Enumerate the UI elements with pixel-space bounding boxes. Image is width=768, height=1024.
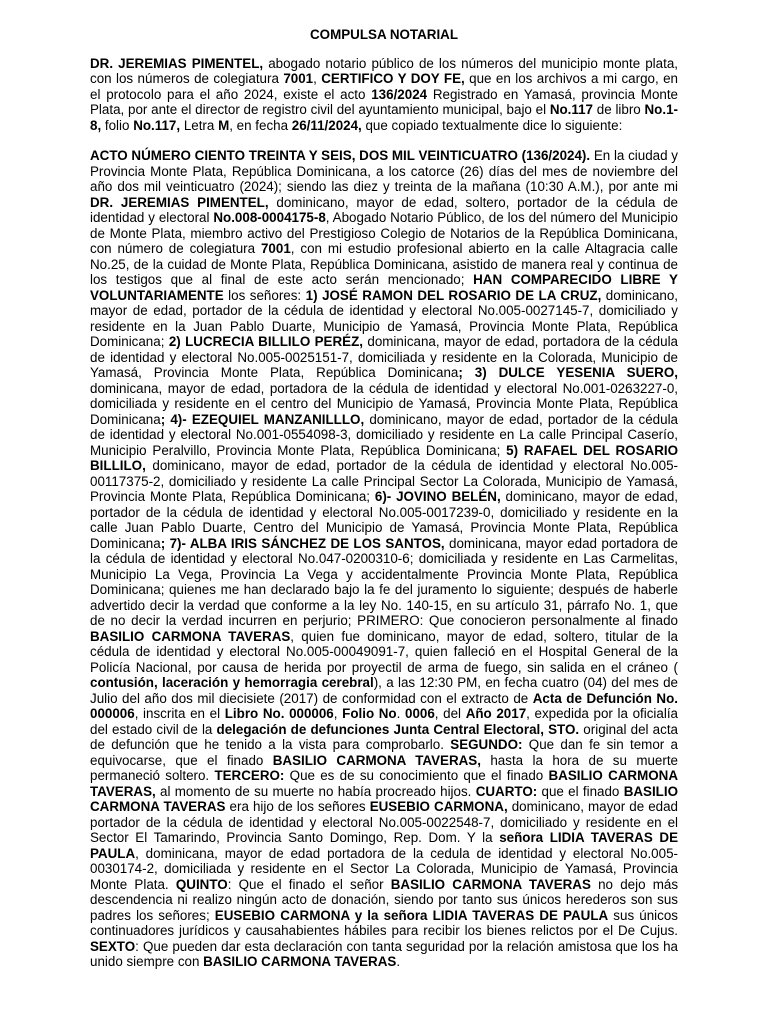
bold-text-segment: señora LIDIA TAVERAS DE PAULA xyxy=(90,830,678,861)
text-segment: no dejo más descendencia ni realizo ningún acto de donación, siendo por tanto sus únicos herederos son sus padres los señores; xyxy=(90,876,679,923)
text-segment: que en los archivos a mi cargo, en el protocolo para el año 2024, existe el acto xyxy=(90,71,678,102)
bold-text-segment: No.117 xyxy=(549,102,594,117)
text-segment: . xyxy=(396,706,405,721)
act-paragraph xyxy=(90,148,678,970)
document-title: COMPULSA NOTARIAL xyxy=(309,27,459,42)
bold-text-segment: BASILIO CARMONA TAVERAS xyxy=(90,628,291,644)
bold-text-segment: HAN COMPARECIDO LIBRE Y VOLUNTARIAMENTE xyxy=(90,272,678,303)
bold-text-segment: ; 4)- EZEQUIEL MANZANILLLO, xyxy=(160,411,365,427)
text-segment: ), a las 12:30 PM, en fecha cuatro (04) del mes de Julio del año dos mil diecisiete (2017) de conformidad con el extracto de xyxy=(90,675,678,706)
bold-text-segment: delegación de defunciones Junta Central Electoral, STO. xyxy=(216,721,580,737)
text-segment: al momento de su muerte no había procreado hijos. xyxy=(155,783,476,799)
text-segment: que el finado xyxy=(537,783,624,799)
text-segment: , xyxy=(333,706,343,721)
bold-text-segment: SEGUNDO: xyxy=(450,737,523,752)
text-segment: dominicano, mayor de edad, portador de la cédula de identidad y electoral No.005-0017239-0, domiciliado y residente en la calle Juan Pablo Duarte, Centro del Municipio de Yamasá, Provincia Monte Plata, República Dominicana xyxy=(90,489,678,551)
bold-text-segment: 136/2024 xyxy=(371,86,428,102)
text-segment: dominicano, mayor de edad, soltero, portador de la cédula de identidad y electoral xyxy=(90,194,678,225)
bold-text-segment: SEXTO xyxy=(90,938,136,954)
bold-text-segment: TERCERO: xyxy=(214,768,285,783)
text-segment: dominicano, mayor de edad, portador de la cédula de identidad y electoral No.001-0554098-3, domiciliado y residente en La calle Principal Caserío, Municipio Peralvillo, Provincia Monte Plata, República Dominicana; xyxy=(90,411,678,458)
bold-text-segment: BASILIO CARMONA TAVERAS xyxy=(390,876,591,892)
text-segment: , en fecha xyxy=(229,117,292,133)
bold-text-segment: 1) JOSÉ RAMON DEL ROSARIO DE LA CRUZ, xyxy=(305,287,602,303)
text-segment: hasta la hora de su muerte permaneció soltero. xyxy=(90,752,678,783)
bold-text-segment: EUSEBIO CARMONA y la señora LIDIA TAVERAS DE PAULA xyxy=(214,907,609,923)
bold-text-segment: No.008-0004175-8 xyxy=(213,210,326,225)
bold-text-segment: BASILIO CARMONA TAVERAS, xyxy=(90,768,679,799)
bold-text-segment: BASILIO CARMONA TAVERAS xyxy=(203,954,397,969)
text-segment: era hijo de los señores xyxy=(225,799,370,814)
text-segment: , Abogado Notario Público, de los del número del Municipio de Monte Plata, miembro activo del Prestigioso Colegio de Notarios de la República Dominicana, con número de colegiatura xyxy=(90,210,678,256)
bold-text-segment: DR. JEREMIAS PIMENTEL, xyxy=(90,194,269,210)
bold-text-segment: 26/11/2024, xyxy=(291,117,362,133)
bold-text-segment: CUARTO: xyxy=(475,783,538,799)
bold-text-segment: QUINTO xyxy=(175,876,228,892)
text-segment: , dominicana, mayor de edad portadora de la cedula de identidad y electoral No.005-0030174-2, domiciliada y residente en el Sector La Colorada, Municipio de Yamasá, Provincia Monte Plata. xyxy=(90,845,678,892)
text-segment: folio xyxy=(101,117,134,133)
text-segment: Registrado en Yamasá, provincia Monte Plata, por ante el director de registro civil del ayuntamiento municipal, bajo el xyxy=(90,86,679,117)
bold-text-segment: ; 3) DULCE YESENIA SUERO, xyxy=(458,365,678,380)
text-segment: dominicana, mayor de edad, portadora de la cédula de identidad y electoral No.005-0025151-7, domiciliada y residente en la Colorada, Municipio de Yamasá, Provincia Monte Plata, República Dominicana xyxy=(90,334,678,380)
bold-text-segment: 7001 xyxy=(283,71,314,86)
bold-text-segment: 6)- JOVINO BELÉN, xyxy=(374,489,501,504)
bold-text-segment: Año 2017 xyxy=(465,706,527,721)
text-segment: : Que pueden dar esta declaración con tanta seguridad por la relación amistosa que los ha unido siempre con xyxy=(90,938,678,969)
bold-text-segment: BASILIO CARMONA TAVERAS xyxy=(90,783,678,814)
bold-text-segment: 0006 xyxy=(405,706,435,721)
text-segment: abogado notario público de los números del municipio monte plata, con los números de colegiatura xyxy=(90,55,678,86)
bold-text-segment: Acta de Defunción No. 000006 xyxy=(90,690,678,721)
text-segment: En la ciudad y Provincia Monte Plata, República Dominicana, a los catorce (26) días del mes de noviembre del año dos mil veinticuatro (2024); siendo las diez y treinta de la mañana (10:30 A.M.), por ante mi xyxy=(90,148,678,194)
text-segment: Que dan fe sin temor a equivocarse, que el finado xyxy=(90,737,679,768)
bold-text-segment: No.1-8, xyxy=(90,102,678,133)
text-segment: , inscrita en el xyxy=(134,706,225,721)
text-segment: los señores: xyxy=(223,287,306,303)
text-segment: , xyxy=(313,71,322,86)
bold-text-segment: Libro No. 000006 xyxy=(224,706,334,721)
text-segment: . xyxy=(396,954,401,969)
bold-text-segment: CERTIFICO Y DOY FE, xyxy=(321,71,465,86)
text-segment: que copiado textualmente dice lo siguiente: xyxy=(361,117,623,133)
bold-text-segment: ACTO NÚMERO CIENTO TREINTA Y SEIS, DOS MIL VEINTICUATRO (136/2024). xyxy=(90,148,591,163)
bold-text-segment: DR. JEREMIAS PIMENTEL, xyxy=(90,55,264,71)
text-segment: dominicano, mayor de edad portador de la cédula de identidad y electoral No.005-0022548-7, domiciliado y residente en el Sector El Tamarindo, Provincia Santo Domingo, Rep. Dom. Y la xyxy=(90,799,678,845)
text-segment: , del xyxy=(434,706,466,721)
bold-text-segment: 2) LUCRECIA BILLILO PERÉZ, xyxy=(168,334,363,349)
intro-paragraph xyxy=(90,56,678,134)
text-segment: Letra xyxy=(180,117,219,133)
bold-text-segment: 5) RAFAEL DEL ROSARIO BILLILO, xyxy=(90,442,678,473)
text-segment: , con mi estudio profesional abierto en la calle Altagracia calle No.25, de la cuidad de Monte Plata, República Dominicana, asistido de manera real y continua de los testigos que al final de este acto serán mencionado; xyxy=(90,241,678,287)
bold-text-segment: M xyxy=(218,117,230,133)
text-segment: sus únicos continuadores jurídicos y causahabientes hábiles para recibir los bienes relictos por el De Cujus. xyxy=(90,907,678,938)
bold-text-segment: BASILIO CARMONA TAVERAS, xyxy=(272,752,481,768)
bold-text-segment: EUSEBIO CARMONA, xyxy=(369,799,508,814)
text-segment: de libro xyxy=(593,102,645,117)
text-segment: : Que el finado el señor xyxy=(227,876,391,892)
bold-text-segment: No.117, xyxy=(133,117,181,133)
text-segment: dominicana, mayor edad portadora de la cédula de identidad y electoral No.047-0200310-6; domiciliada y residente en Las Carmelitas, Municipio La Vega, Provincia La Vega y accidentalmente Provincia Monte Plata, República Dominicana; quienes me han declarado bajo la fe del juramento lo siguiente; después de haberle advertido decir la verdad que conforme a la ley No. 140-15, en su artículo 31, párrafo No. 1, que de no decir la verdad incurren en perjurio; PRIMERO: Que conocieron personalmente al finado xyxy=(90,535,678,628)
bold-text-segment: ; 7)- ALBA IRIS SÁNCHEZ DE LOS SANTOS, xyxy=(160,535,445,551)
text-segment: Que es de su conocimiento que el finado xyxy=(284,768,549,783)
text-segment: dominicano, mayor de edad, portador de la cédula de identidad y electoral No.005-00117375-2, domiciliado y residente La calle Principal Sector La Colorada, Municipio de Yamasá, Provincia Monte Plata, República Dominicana; xyxy=(90,458,678,504)
bold-text-segment: contusión, laceración y hemorragia cerebral xyxy=(90,675,374,690)
text-segment: , quien fue dominicano, mayor de edad, soltero, titular de la cédula de identidad y electoral No.005-00049091-7, quien falleció en el Hospital General de la Policía Nacional, por causa de herida por proyectil de arma de fuego, sin salida en el cráneo ( xyxy=(90,628,678,675)
text-segment: dominicana, mayor de edad, portadora de la cédula de identidad y electoral No.001-0263227-0, domiciliada y residente en el centro del Municipio de Yamasá, Provincia Monte Plata, República Dominicana xyxy=(90,380,678,427)
text-segment: , expedida por la oficialía del estado civil de la xyxy=(90,706,678,737)
bold-text-segment: 7001 xyxy=(260,241,291,256)
text-segment: original del acta de defunción que he tenido a la vista para comprobarlo. xyxy=(90,721,678,752)
bold-text-segment: Folio No xyxy=(342,706,397,721)
text-segment: dominicano, mayor de edad, portador de la cédula de identidad y electoral No.005-0027145-7, domiciliado y residente en la Juan Pablo Duarte, Municipio de Yamasá, Provincia Monte Plata, República Dominicana; xyxy=(90,287,679,349)
